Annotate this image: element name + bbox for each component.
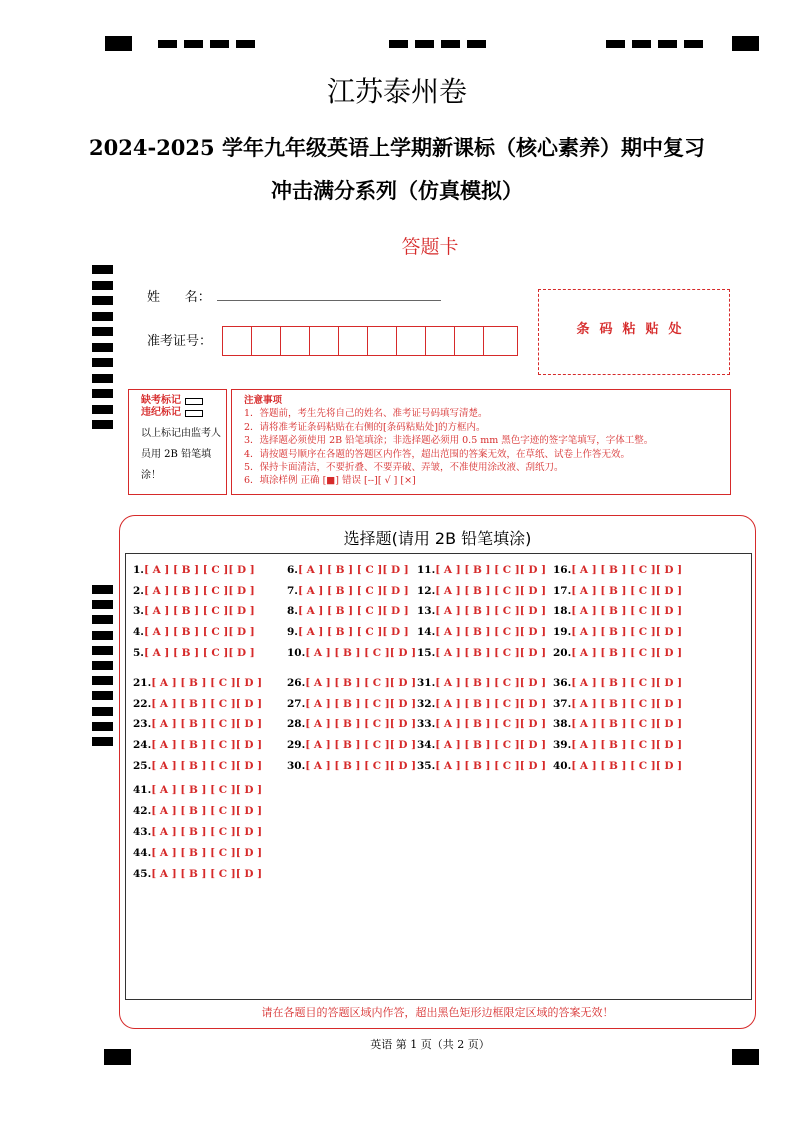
answer-options[interactable]: [ A ] [ B ] [ C ][ D ] [435, 585, 547, 597]
question-44[interactable] [133, 847, 262, 859]
question-number: 30. [287, 760, 306, 772]
question-number: 39. [553, 739, 572, 751]
answer-options[interactable]: [ A ] [ B ] [ C ][ D ] [435, 677, 547, 689]
question-number: 6. [287, 564, 298, 576]
question-number: 5. [133, 647, 144, 659]
question-19[interactable] [553, 626, 682, 638]
question-number: 35. [417, 760, 436, 772]
instruction-item: 2．请将准考证条码粘贴在右侧的[条码粘贴处]的方框内。 [244, 421, 486, 433]
answer-options[interactable]: [ A ] [ B ] [ C ][ D ] [143, 605, 255, 617]
instruction-item: 4．请按题号顺序在各题的答题区内作答，超出范围的答案无效，在草纸、试卷上作答无效。 [244, 448, 631, 460]
timing-mark [105, 36, 132, 51]
question-40[interactable] [553, 760, 682, 772]
question-23[interactable] [133, 718, 262, 730]
answer-options[interactable]: [ A ] [ B ] [ C ][ D ] [305, 760, 417, 772]
instructions-heading: 注意事项 [244, 395, 283, 406]
answer-options[interactable]: [ A ] [ B ] [ C ][ D ] [305, 739, 417, 751]
timing-mark [236, 40, 255, 48]
question-number: 36. [553, 677, 572, 689]
question-number: 44. [133, 847, 152, 859]
question-33[interactable] [417, 718, 546, 730]
timing-mark [732, 36, 759, 51]
timing-mark [92, 615, 113, 624]
answer-options[interactable]: [ A ] [ B ] [ C ][ D ] [151, 677, 263, 689]
question-number: 7. [287, 585, 298, 597]
timing-mark [92, 646, 113, 655]
question-10[interactable] [287, 647, 416, 659]
timing-mark [92, 737, 113, 746]
answer-card-title: 答题卡 [401, 236, 459, 258]
question-45[interactable] [133, 868, 262, 880]
timing-mark [92, 691, 113, 700]
question-number: 10. [287, 647, 306, 659]
name-label: 姓 名： [147, 290, 211, 305]
question-35[interactable] [417, 760, 546, 772]
question-number: 45. [133, 868, 152, 880]
answer-options[interactable]: [ A ] [ B ] [ C ][ D ] [571, 647, 683, 659]
answer-options[interactable]: [ A ] [ B ] [ C ][ D ] [151, 868, 263, 880]
timing-mark [158, 40, 177, 48]
timing-mark [92, 600, 113, 609]
question-25[interactable] [133, 760, 262, 772]
timing-mark [92, 296, 113, 305]
question-26[interactable] [287, 677, 416, 689]
question-number: 31. [417, 677, 436, 689]
question-number: 11. [417, 564, 436, 576]
violation-mark: 违纪标记 [141, 407, 226, 419]
timing-mark [606, 40, 625, 48]
question-number: 9. [287, 626, 298, 638]
question-22[interactable] [133, 698, 262, 710]
answer-options[interactable]: [ A ] [ B ] [ C ][ D ] [571, 739, 683, 751]
question-number: 15. [417, 647, 436, 659]
answer-options[interactable]: [ A ] [ B ] [ C ][ D ] [305, 718, 417, 730]
question-12[interactable] [417, 585, 546, 597]
timing-mark [415, 40, 434, 48]
question-number: 29. [287, 739, 306, 751]
question-30[interactable] [287, 760, 416, 772]
question-21[interactable] [133, 677, 262, 689]
page-title: 江苏泰州卷 [326, 75, 467, 108]
question-14[interactable] [417, 626, 546, 638]
question-number: 33. [417, 718, 436, 730]
question-number: 8. [287, 605, 298, 617]
timing-mark [658, 40, 677, 48]
instruction-item: 3．选择题必须使用 2B 铅笔填涂；非选择题必须用 0.5 mm 黑色字迹的签字笔填写，字体工整。 [244, 435, 654, 447]
answer-options[interactable]: [ A ] [ B ] [ C ][ D ] [571, 677, 683, 689]
question-13[interactable] [417, 605, 546, 617]
question-24[interactable] [133, 739, 262, 751]
absent-mark-box [128, 389, 227, 495]
timing-mark [184, 40, 203, 48]
answer-options[interactable]: [ A ] [ B ] [ C ][ D ] [571, 626, 683, 638]
question-17[interactable] [553, 585, 682, 597]
area-warning: 请在各题目的答题区域内作答，超出黑色矩形边框限定区域的答案无效！ [261, 1006, 614, 1019]
timing-mark [684, 40, 703, 48]
answer-options[interactable]: [ A ] [ B ] [ C ][ D ] [151, 805, 263, 817]
timing-mark [92, 374, 113, 383]
instruction-item: 5．保持卡面清洁，不要折叠、不要弄破、弄皱，不准使用涂改液、刮纸刀。 [244, 462, 564, 474]
timing-mark [467, 40, 486, 48]
answer-options[interactable]: [ A ] [ B ] [ C ][ D ] [435, 698, 547, 710]
timing-mark [92, 389, 113, 398]
page-subtitle: 2024-2025 学年九年级英语上学期新课标（核心素养）期中复习 [89, 135, 705, 160]
question-number: 17. [553, 585, 572, 597]
timing-mark [389, 40, 408, 48]
id-label: 准考证号： [147, 334, 213, 349]
question-16[interactable] [553, 564, 682, 576]
question-7[interactable] [287, 585, 409, 597]
timing-mark [92, 631, 113, 640]
question-43[interactable] [133, 826, 262, 838]
question-number: 23. [133, 718, 152, 730]
question-number: 28. [287, 718, 306, 730]
answer-options[interactable]: [ A ] [ B ] [ C ][ D ] [571, 605, 683, 617]
question-number: 34. [417, 739, 436, 751]
question-8[interactable] [287, 605, 409, 617]
question-39[interactable] [553, 739, 682, 751]
question-number: 12. [417, 585, 436, 597]
answer-options[interactable]: [ A ] [ B ] [ C ][ D ] [305, 647, 417, 659]
answer-options[interactable]: [ A ] [ B ] [ C ][ D ] [571, 698, 683, 710]
question-3[interactable] [133, 605, 255, 617]
timing-mark [92, 661, 113, 670]
question-number: 41. [133, 784, 152, 796]
answer-options[interactable]: [ A ] [ B ] [ C ][ D ] [297, 585, 409, 597]
question-1[interactable] [133, 564, 255, 576]
question-number: 2. [133, 585, 144, 597]
answer-options[interactable]: [ A ] [ B ] [ C ][ D ] [435, 605, 547, 617]
question-29[interactable] [287, 739, 416, 751]
answer-options[interactable]: [ A ] [ B ] [ C ][ D ] [151, 784, 263, 796]
question-number: 20. [553, 647, 572, 659]
question-number: 43. [133, 826, 152, 838]
question-38[interactable] [553, 718, 682, 730]
instructions-box [231, 389, 731, 495]
answer-options[interactable]: [ A ] [ B ] [ C ][ D ] [435, 739, 547, 751]
question-number: 32. [417, 698, 436, 710]
answer-options[interactable]: [ A ] [ B ] [ C ][ D ] [297, 605, 409, 617]
timing-mark [92, 707, 113, 716]
absent-note: 以上标记由监考人员用 2B 铅笔填涂！ [141, 428, 221, 481]
timing-mark [210, 40, 229, 48]
question-number: 37. [553, 698, 572, 710]
answer-options[interactable]: [ A ] [ B ] [ C ][ D ] [151, 826, 263, 838]
timing-mark [92, 312, 113, 321]
timing-mark [92, 343, 113, 352]
question-11[interactable] [417, 564, 546, 576]
question-number: 19. [553, 626, 572, 638]
answer-options[interactable]: [ A ] [ B ] [ C ][ D ] [435, 760, 547, 772]
answer-options[interactable]: [ A ] [ B ] [ C ][ D ] [297, 626, 409, 638]
timing-mark [441, 40, 460, 48]
question-31[interactable] [417, 677, 546, 689]
answer-options[interactable]: [ A ] [ B ] [ C ][ D ] [571, 585, 683, 597]
question-32[interactable] [417, 698, 546, 710]
timing-mark [92, 281, 113, 290]
answer-options[interactable]: [ A ] [ B ] [ C ][ D ] [151, 739, 263, 751]
answer-options[interactable]: [ A ] [ B ] [ C ][ D ] [571, 760, 683, 772]
question-15[interactable] [417, 647, 546, 659]
timing-mark [92, 327, 113, 336]
timing-mark [92, 405, 113, 414]
series-title: 冲击满分系列（仿真模拟） [271, 178, 523, 203]
question-28[interactable] [287, 718, 416, 730]
question-number: 42. [133, 805, 152, 817]
question-41[interactable] [133, 784, 262, 796]
question-20[interactable] [553, 647, 682, 659]
instruction-item: 6．填涂样例 正确 [■] 错误 [--][ √ ] [×] [244, 475, 416, 487]
question-2[interactable] [133, 585, 255, 597]
question-number: 38. [553, 718, 572, 730]
question-6[interactable] [287, 564, 409, 576]
question-number: 21. [133, 677, 152, 689]
answer-options[interactable]: [ A ] [ B ] [ C ][ D ] [143, 585, 255, 597]
question-number: 26. [287, 677, 306, 689]
absent-checkbox[interactable] [185, 398, 203, 405]
question-5[interactable] [133, 647, 255, 659]
answer-options[interactable]: [ A ] [ B ] [ C ][ D ] [571, 718, 683, 730]
answer-options[interactable]: [ A ] [ B ] [ C ][ D ] [297, 564, 409, 576]
answer-options[interactable]: [ A ] [ B ] [ C ][ D ] [305, 677, 417, 689]
question-27[interactable] [287, 698, 416, 710]
answer-options[interactable]: [ A ] [ B ] [ C ][ D ] [435, 564, 547, 576]
question-number: 27. [287, 698, 306, 710]
answer-options[interactable]: [ A ] [ B ] [ C ][ D ] [143, 626, 255, 638]
question-number: 13. [417, 605, 436, 617]
answer-options[interactable]: [ A ] [ B ] [ C ][ D ] [151, 760, 263, 772]
answer-options[interactable]: [ A ] [ B ] [ C ][ D ] [143, 564, 255, 576]
timing-mark [92, 420, 113, 429]
question-number: 4. [133, 626, 144, 638]
question-number: 1. [133, 564, 144, 576]
violation-checkbox[interactable] [185, 410, 203, 417]
answer-options[interactable]: [ A ] [ B ] [ C ][ D ] [305, 698, 417, 710]
answer-options[interactable]: [ A ] [ B ] [ C ][ D ] [143, 647, 255, 659]
timing-mark [632, 40, 651, 48]
answer-options[interactable]: [ A ] [ B ] [ C ][ D ] [151, 847, 263, 859]
absent-mark: 缺考标记 [141, 395, 226, 407]
question-number: 22. [133, 698, 152, 710]
instruction-item: 1．答题前，考生先将自己的姓名、准考证号码填写清楚。 [244, 408, 488, 420]
timing-mark [92, 722, 113, 731]
question-number: 24. [133, 739, 152, 751]
question-9[interactable] [287, 626, 409, 638]
timing-mark [92, 585, 113, 594]
barcode-area: 条码粘贴处 [538, 289, 730, 375]
question-number: 18. [553, 605, 572, 617]
page-number: 英语 第 1 页（共 2 页） [370, 1038, 490, 1051]
question-number: 16. [553, 564, 572, 576]
answer-options[interactable]: [ A ] [ B ] [ C ][ D ] [571, 564, 683, 576]
question-34[interactable] [417, 739, 546, 751]
question-18[interactable] [553, 605, 682, 617]
answer-options[interactable]: [ A ] [ B ] [ C ][ D ] [435, 718, 547, 730]
timing-mark [92, 358, 113, 367]
timing-mark [92, 676, 113, 685]
answer-options[interactable]: [ A ] [ B ] [ C ][ D ] [151, 698, 263, 710]
name-field[interactable] [217, 300, 441, 301]
question-number: 14. [417, 626, 436, 638]
answer-options[interactable]: [ A ] [ B ] [ C ][ D ] [151, 718, 263, 730]
question-number: 25. [133, 760, 152, 772]
question-37[interactable] [553, 698, 682, 710]
id-number-boxes[interactable] [222, 326, 518, 356]
question-36[interactable] [553, 677, 682, 689]
question-number: 40. [553, 760, 572, 772]
question-42[interactable] [133, 805, 262, 817]
question-4[interactable] [133, 626, 255, 638]
answer-options[interactable]: [ A ] [ B ] [ C ][ D ] [435, 647, 547, 659]
answer-area [125, 553, 752, 1000]
section-title: 选择题(请用 2B 铅笔填涂) [343, 529, 532, 548]
answer-options[interactable]: [ A ] [ B ] [ C ][ D ] [435, 626, 547, 638]
timing-mark [92, 265, 113, 274]
question-number: 3. [133, 605, 144, 617]
